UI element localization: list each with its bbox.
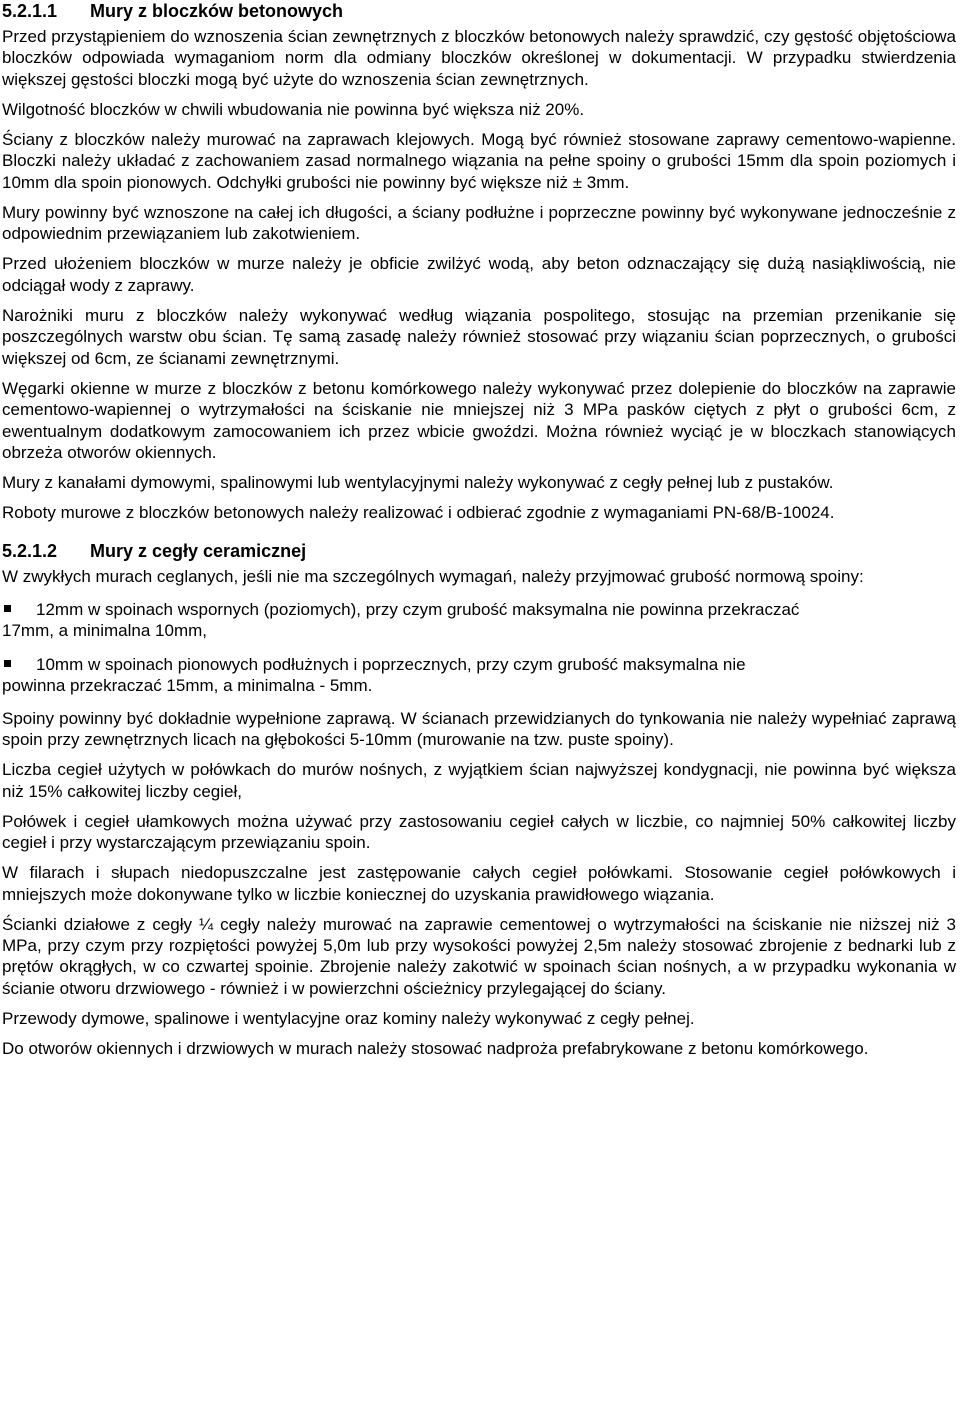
paragraph: Ściany z bloczków należy murować na zaprawach klejowych. Mogą być również stosowane zaprawy cementowo-wapienne. Bloczki należy układać z zachowaniem zasad normalnego wiązania na pełne spoiny o grubości 15mm dla spoin poziomych i 10mm dla spoin pionowych. Odchyłki grubości nie powinny być większe niż ± 3mm. bbox=[2, 130, 956, 192]
list-item bbox=[2, 654, 956, 697]
paragraph: Do otworów okiennych i drzwiowych w murach należy stosować nadproża prefabrykowane z betonu komórkowego. bbox=[2, 1039, 869, 1059]
paragraph: Spoiny powinny być dokładnie wypełnione zaprawą. W ścianach przewidzianych do tynkowania nie należy wypełniać zaprawą spoin przy zewnętrznych licach na głębokości 5-10mm (murowanie na tzw. puste spoiny). bbox=[2, 708, 956, 750]
paragraph: Roboty murowe z bloczków betonowych należy realizować i odbierać zgodnie z wymaganiami PN-68/B-10024. bbox=[2, 503, 835, 523]
paragraph: Liczba cegieł użytych w połówkach do murów nośnych, z wyjątkiem ścian najwyższej kondygnacji, nie powinna być większa niż 15% całkowitej liczby cegieł, bbox=[2, 760, 956, 801]
section-heading-5-2-1-2 bbox=[2, 540, 956, 562]
paragraph: Węgarki okienne w murze z bloczków z betonu komórkowego należy wykonywać przez dolepienie do bloczków na zaprawie cementowo-wapiennej o wytrzymałości na ściskanie nie mniejszej niż 3 MPa pasków ciętych z płyt o grubości 6cm, z ewentualnym dodatkowym zamocowaniem ich przez wbicie gwoździ. Można również wyciąć je w bloczkach stanowiących obrzeża otworów okiennych. bbox=[2, 378, 956, 463]
list-item-first-line: 12mm w spoinach wspornych (poziomych), przy czym grubość maksymalna nie powinna przekraczać bbox=[36, 600, 800, 620]
section-heading-5-2-1-1 bbox=[2, 0, 956, 22]
list-item-continuation: powinna przekraczać 15mm, a minimalna - 5mm. bbox=[2, 676, 373, 696]
paragraph: Mury powinny być wznoszone na całej ich długości, a ściany podłużne i poprzeczne powinny być wykonywane jednocześnie z odpowiednim przewiązaniem lub zakotwieniem. bbox=[2, 202, 956, 244]
paragraph: Przed ułożeniem bloczków w murze należy je obficie zwilżyć wodą, aby beton odznaczający się dużą nasiąkliwością, nie odciągał wody z zaprawy. bbox=[2, 254, 956, 295]
paragraph: W filarach i słupach niedopuszczalne jest zastępowanie całych cegieł połówkami. Stosowanie cegieł połówkowych i mniejszych może dokonywane tylko w liczbie koniecznej do uzyskania prawidłowego wiązania. bbox=[2, 863, 956, 904]
bullet-square-icon bbox=[4, 605, 11, 612]
list-item-continuation: 17mm, a minimalna 10mm, bbox=[2, 621, 208, 641]
section-number: 5.2.1.1 bbox=[2, 1, 58, 21]
section-title: Mury z cegły ceramicznej bbox=[90, 540, 307, 561]
paragraph: Narożniki muru z bloczków należy wykonywać według wiązania pospolitego, stosując na przemian przenikanie się poszczególnych warstw obu ścian. Tę samą zasadę należy również stosować przy wiązaniu ścian poprzecznych, o grubości większej od 6cm, ze ścianami zewnętrznymi. bbox=[2, 305, 956, 368]
paragraph: Połówek i cegieł ułamkowych można używać przy zastosowaniu cegieł całych w liczbie, co najmniej 50% całkowitej liczby cegieł i przy wystarczającym przewiązaniu spoin. bbox=[2, 811, 956, 853]
section-number: 5.2.1.2 bbox=[2, 540, 58, 561]
list-item-first-line: 10mm w spoinach pionowych podłużnych i poprzecznych, przy czym grubość maksymalna nie bbox=[36, 654, 746, 674]
paragraph: W zwykłych murach ceglanych, jeśli nie ma szczególnych wymagań, należy przyjmować grubość normową spoiny: bbox=[2, 566, 864, 586]
bullet-square-icon bbox=[4, 660, 11, 667]
paragraph: Przed przystąpieniem do wznoszenia ścian zewnętrznych z bloczków betonowych należy sprawdzić, czy gęstość objętościowa bloczków odpowiada wymaganiom norm dla odmiany bloczków określonej w dokumentacji. W przypadku stwierdzenia większej gęstości bloczki mogą być użyte do wznoszenia ścian zewnętrznych. bbox=[2, 27, 956, 89]
list-item bbox=[2, 599, 956, 642]
paragraph: Mury z kanałami dymowymi, spalinowymi lub wentylacyjnymi należy wykonywać z cegły pełnej lub z pustaków. bbox=[2, 473, 834, 493]
paragraph: Wilgotność bloczków w chwili wbudowania nie powinna być większa niż 20%. bbox=[2, 99, 585, 119]
section-title: Mury z bloczków betonowych bbox=[90, 1, 344, 21]
paragraph: Ścianki działowe z cegły ¼ cegły należy murować na zaprawie cementowej o wytrzymałości na ściskanie nie niższej niż 3 MPa, przy czym przy rozpiętości powyżej 5,0m lub przy wysokości powyżej 2,5m należy stosować zbrojenie z bednarki lub z prętów okrągłych, w co czwartej spoinie. Zbrojenie należy zakotwić w spoinach ścian nośnych, a w przypadku wykonania w ścianie otworu drzwiowego - również i w powierzchni ościeżnicy przylegającej do ściany. bbox=[2, 914, 956, 998]
paragraph: Przewody dymowe, spalinowe i wentylacyjne oraz kominy należy wykonywać z cegły pełnej. bbox=[2, 1008, 695, 1028]
